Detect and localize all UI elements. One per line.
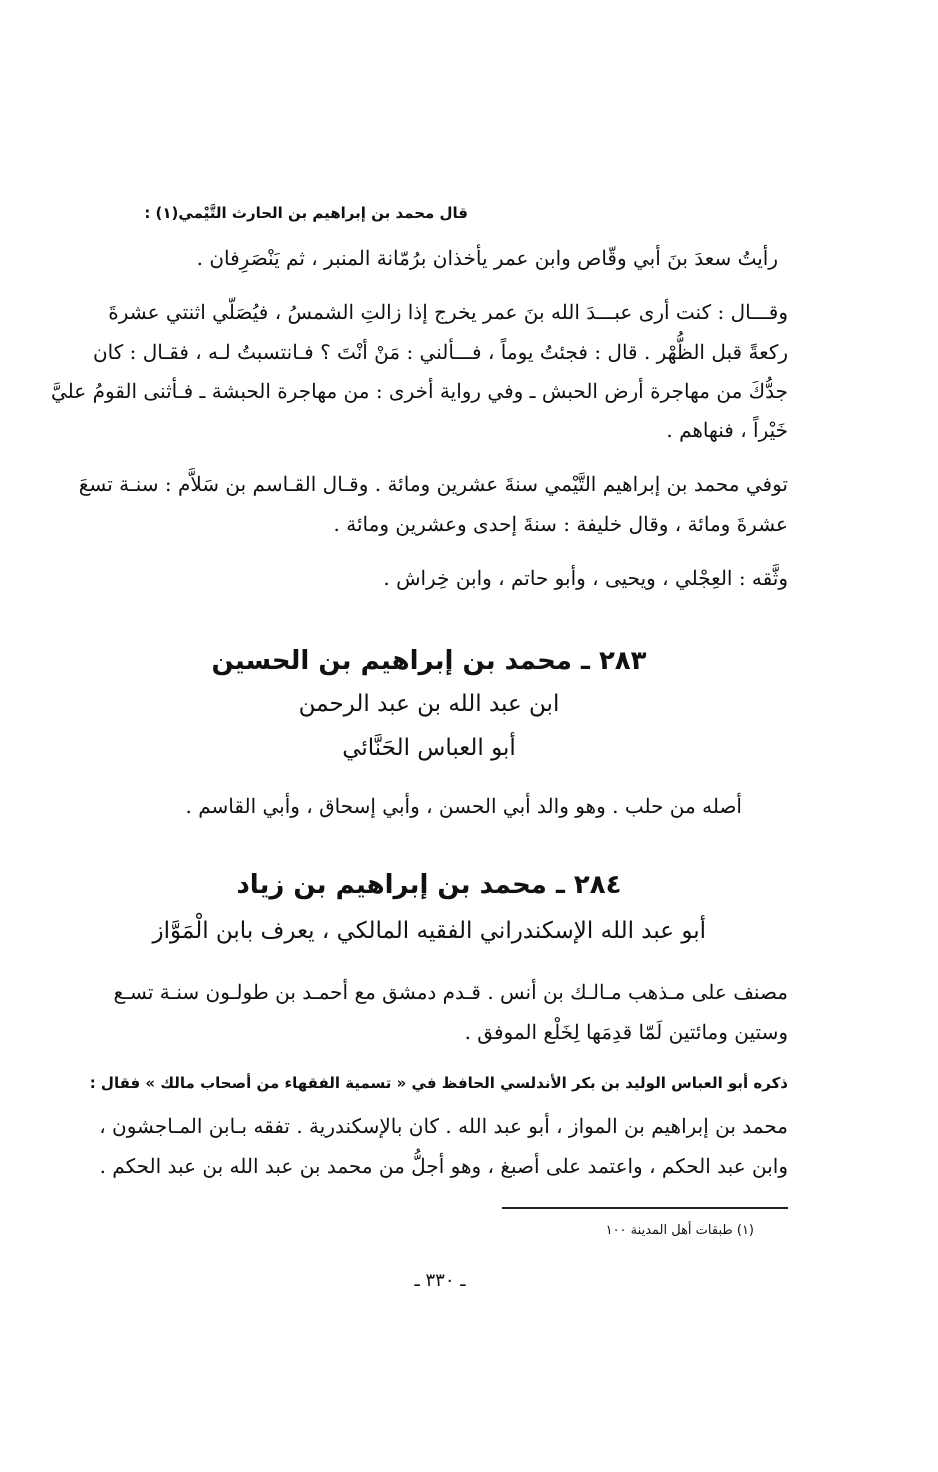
- para-line: محمد بن إبراهيم بن المواز ، أبو عبد الله . كان بالإسكندرية . تفقه بـابن المـاجشون ،: [99, 1114, 788, 1138]
- entry-283-subtitle: أبو العباس الحَنَّائي: [342, 735, 516, 761]
- para-line: مصنف على مـذهب مـالـك بن أنس . قـدم دمشق مع أحمـد بن طولـون سنـة تسـع: [113, 980, 788, 1004]
- para-line: وقـــال : كنت أرى عبـــدَ الله بنَ عمر يخرج إذا زالتِ الشمسُ ، فيُصَلّي اثنتي عشرةَ: [108, 300, 788, 324]
- para-line: عشرةَ ومائة ، وقال خليفة : سنةَ إحدى وعشرين ومائة .: [333, 512, 788, 536]
- para-line: توفي محمد بن إبراهيم التَّيْمي سنةَ عشرين ومائة . وقـال القـاسم بن سَلاَّم : سنـة تسعَ: [78, 472, 788, 496]
- entry-284-title: ٢٨٤ ـ محمد بن إبراهيم بن زياد: [236, 870, 622, 900]
- para-line: وستين ومائتين لَمّا قدِمَها لِخَلْع الموفق .: [464, 1020, 788, 1044]
- entry-283-title: ٢٨٣ ـ محمد بن إبراهيم بن الحسين: [211, 646, 647, 676]
- entry-283-text: أصله من حلب . وهو والد أبي الحسن ، وأبي إسحاق ، وأبي القاسم .: [185, 794, 742, 818]
- intro-line: قال محمد بن إبراهيم بن الحارث التَّيْمي(١) :: [144, 204, 468, 222]
- entry-284-subtitle: أبو عبد الله الإسكندراني الفقيه المالكي ، يعرف بابن الْمَوَّاز: [152, 918, 706, 944]
- source-line: ذكره أبو العباس الوليد بن بكر الأندلسي الحافظ في « تسمية الفقهاء من أصحاب مالك » فقال :: [89, 1074, 788, 1092]
- para-line: وابن عبد الحكم ، واعتمد على أصبغ ، وهو أجلُّ من محمد بن عبد الله بن عبد الحكم .: [99, 1154, 788, 1178]
- entry-283-subtitle: ابن عبد الله بن عبد الرحمن: [298, 691, 560, 717]
- page-number: ـ ٣٣٠ ـ: [414, 1270, 466, 1291]
- footnote-divider: [502, 1207, 788, 1209]
- para-line: ركعةً قبل الظُّهْر . قال : فجئتُ يوماً ، فـــألني : مَنْ أنْتَ ؟ فـانتسبتُ لـه ، فقـال : كان: [92, 340, 788, 364]
- quote-line: رأيتُ سعدَ بنَ أبي وقّاص وابن عمر يأخذان برُمّانة المنبر ، ثم يَنْصَرِفان .: [196, 246, 778, 270]
- para-line: وثَّقه : العِجْلي ، ويحيى ، وأبو حاتم ، وابن خِراش .: [383, 566, 788, 590]
- para-line: جدُّكَ من مهاجرة أرض الحبش ـ وفي رواية أخرى : من مهاجرة الحبشة ـ فـأثنى القومُ عليَّ: [50, 379, 788, 403]
- footnote: (١) طبقات أهل المدينة ١٠٠: [605, 1223, 754, 1238]
- para-line: خَيْراً ، فنهاهم .: [666, 418, 788, 442]
